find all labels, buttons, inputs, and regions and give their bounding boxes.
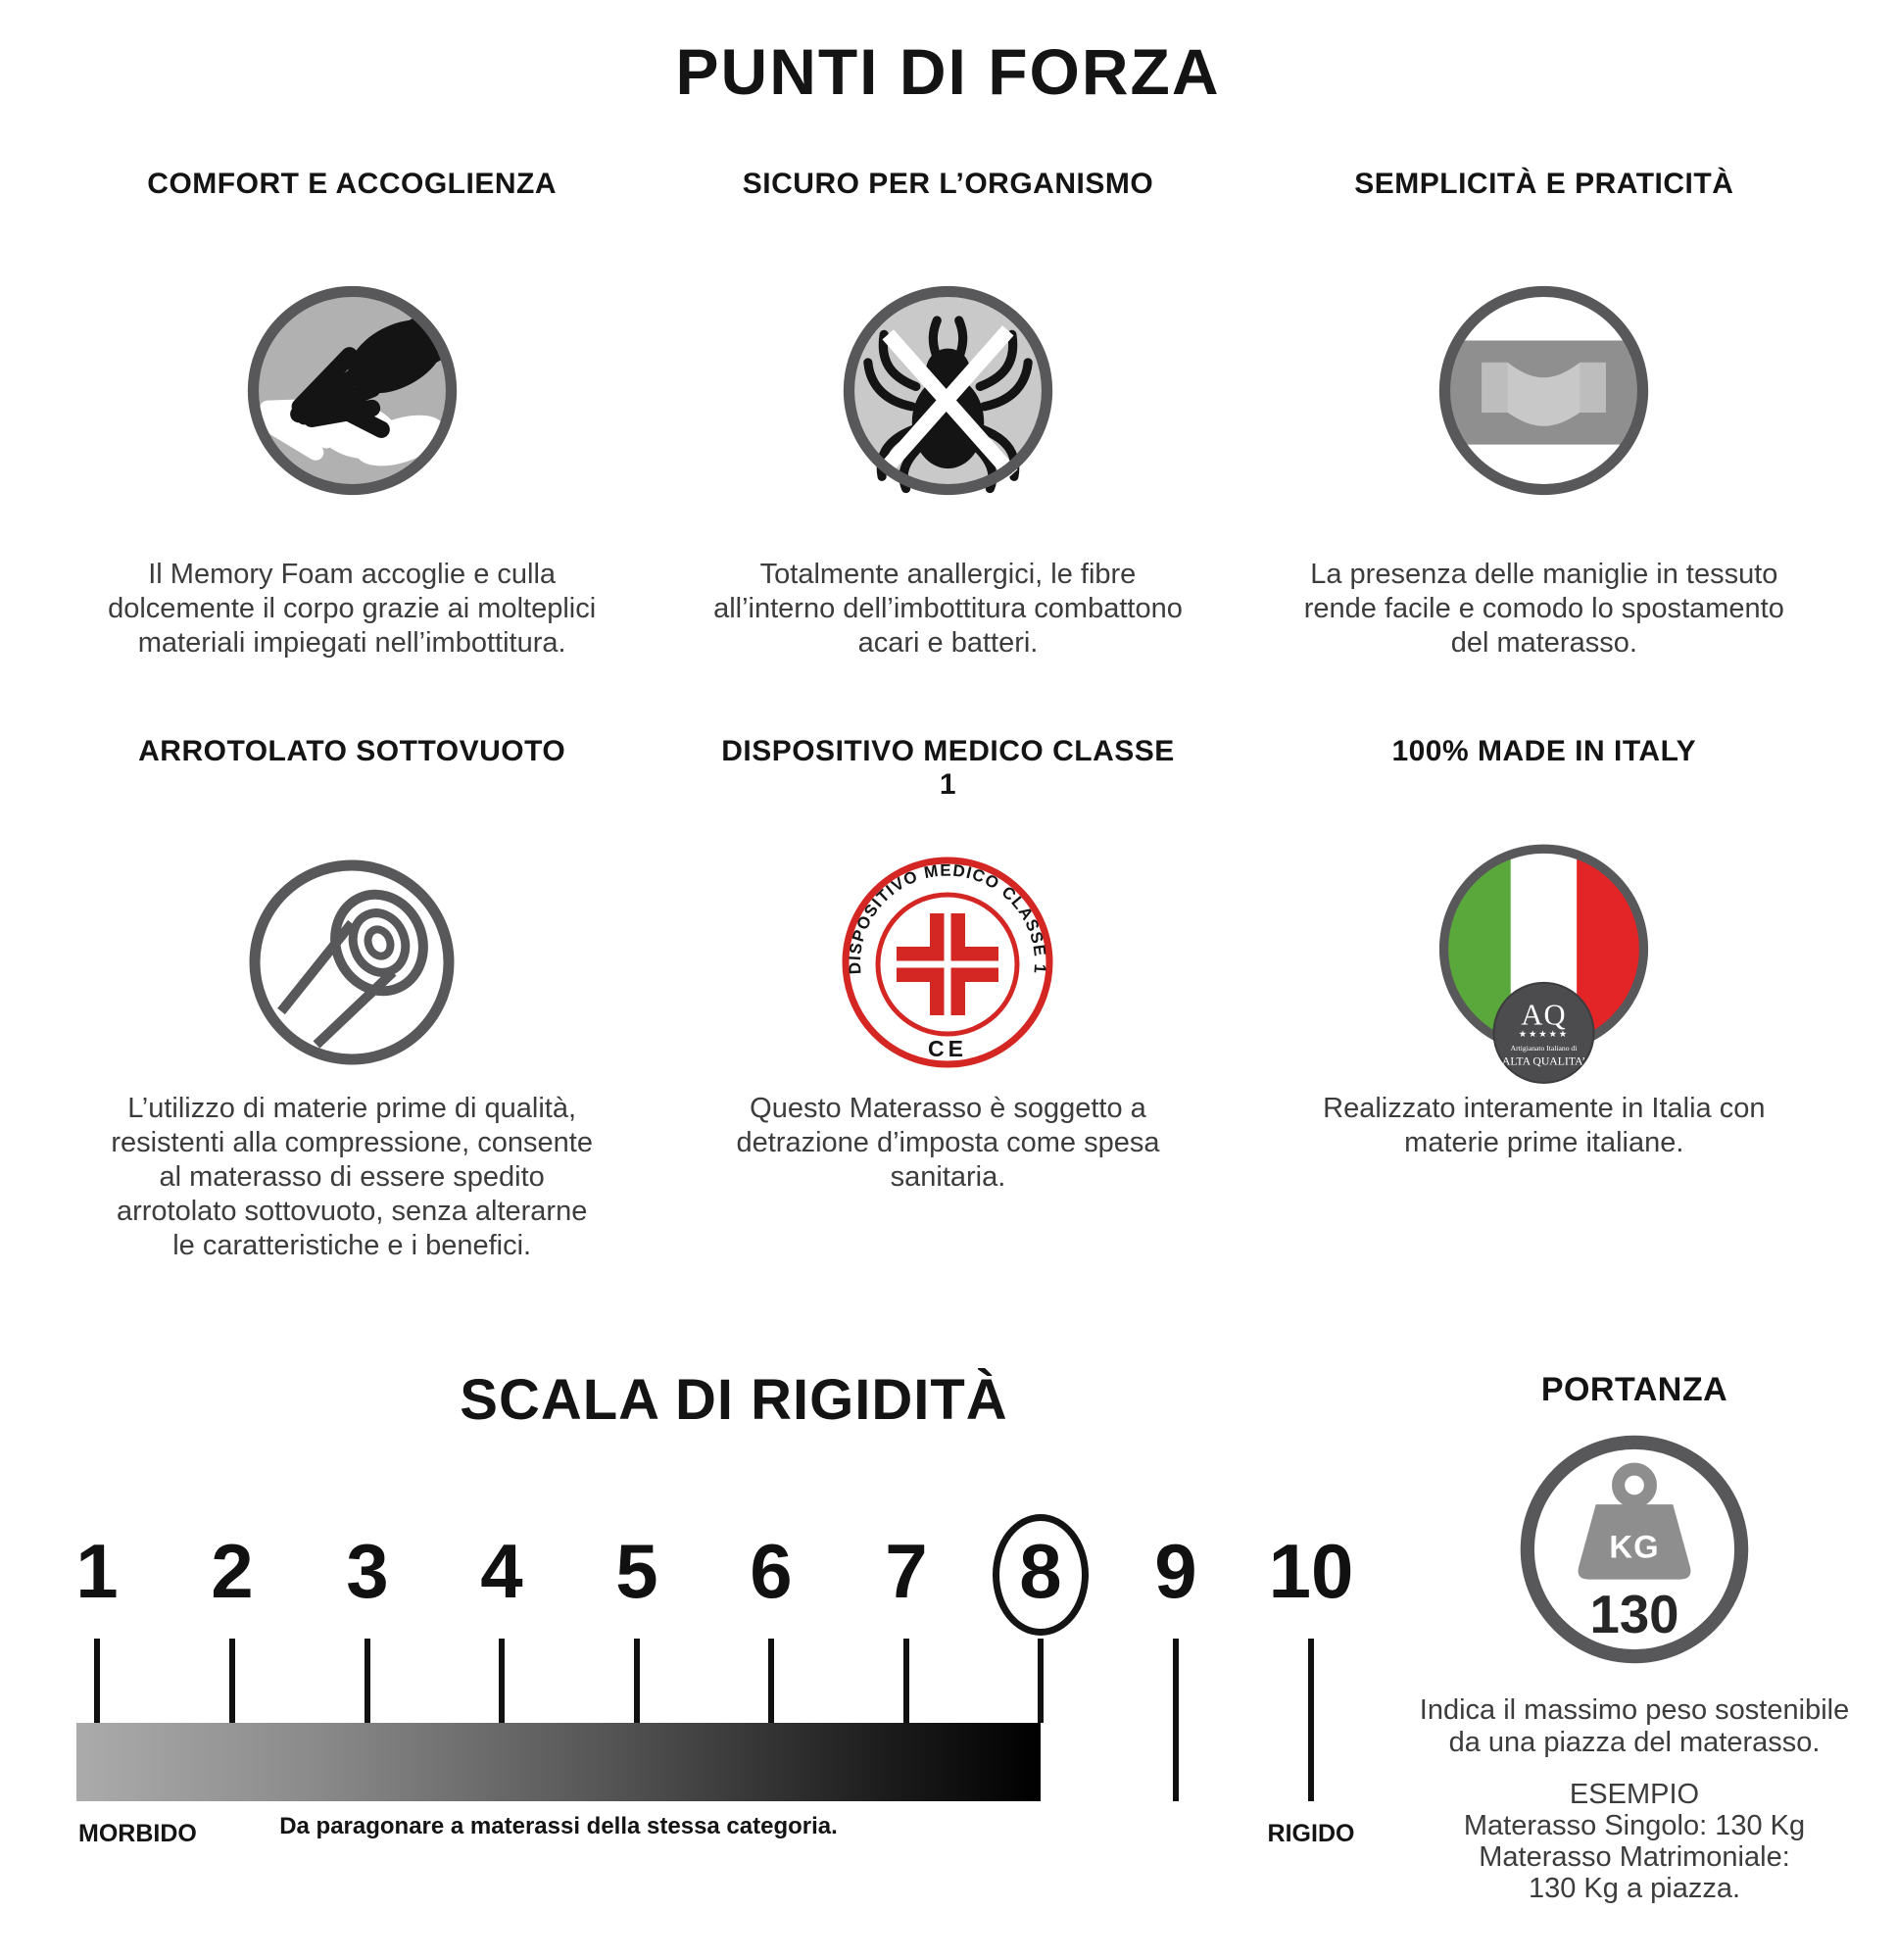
feature-description: Totalmente anallergici, le fibre all’interno dell’imbottitura combattono acari e batteri. (713, 559, 1183, 659)
feature-card-dispositivo-medico (650, 735, 1245, 1263)
feature-icon-box (54, 839, 650, 1086)
hands-comfort-icon (232, 270, 472, 511)
aq-stars: ★★★★★ (1519, 1028, 1570, 1040)
feature-description: La presenza delle maniglie in tessuto rende facile e comodo lo spostamento del materasso. (1303, 559, 1784, 659)
seal-curved-text: DISPOSITIVO MEDICO CLASSE 1 (846, 860, 1050, 975)
feature-card-made-in-italy (1246, 735, 1842, 1263)
kg-value: 130 (1589, 1585, 1679, 1645)
scale-number: 9 (1154, 1528, 1197, 1614)
scale-number: 2 (211, 1528, 254, 1614)
aq-line1: Artigianato Italiano di (1510, 1043, 1578, 1053)
feature-title: 100% MADE IN ITALY (1391, 735, 1697, 767)
feature-title: DISPOSITIVO MEDICO CLASSE 1 (721, 735, 1175, 801)
feature-icon-box (650, 839, 1245, 1086)
medical-device-seal-icon (830, 845, 1065, 1080)
feature-description: Il Memory Foam accoglie e culla dolcemente il corpo grazie ai molteplici materiali impiegati nell’imbottitura. (108, 559, 597, 659)
scale-tick (365, 1639, 370, 1723)
feature-title: SICURO PER L’ORGANISMO (742, 168, 1154, 200)
feature-title: COMFORT E ACCOGLIENZA (147, 168, 557, 200)
morbido-label: MORBIDO (78, 1820, 197, 1847)
aq-quality-badge (1494, 982, 1594, 1082)
scale-tick (1038, 1639, 1044, 1723)
italy-flag-icon (1424, 837, 1664, 1089)
feature-card-comfort (54, 168, 650, 661)
feature-title: ARROTOLATO SOTTOVUOTO (138, 735, 566, 767)
portanza-description: Indica il massimo peso sostenibile da una piazza del materasso. (1419, 1694, 1850, 1758)
scale-tick (94, 1639, 100, 1723)
feature-description: L’utilizzo di materie prime di qualità, resistenti alla compressione, consente al materasso di essere spedito arrotolato sottovuoto, senza alterarne le caratteristiche e i benefici. (111, 1093, 593, 1261)
mattress-handle-icon (1424, 270, 1664, 511)
rigidity-scale-title: SCALA DI RIGIDITÀ (460, 1368, 1008, 1432)
scale-number: 7 (885, 1528, 928, 1614)
aq-line2: ALTA QUALITA’ (1502, 1054, 1586, 1068)
feature-description: Realizzato interamente in Italia con materie prime italiane. (1323, 1093, 1766, 1158)
scale-number: 10 (1268, 1528, 1354, 1614)
feature-icon-box (54, 228, 650, 552)
no-dust-mites-icon (828, 270, 1068, 511)
example-line: 130 Kg a piazza. (1528, 1873, 1741, 1904)
portanza-section (1419, 1367, 1850, 1904)
scale-note: Da paragonare a materassi della stessa categoria. (279, 1813, 838, 1839)
feature-card-arrotolato (54, 735, 650, 1263)
vacuum-rolled-icon (234, 845, 469, 1080)
scale-number: 4 (480, 1528, 523, 1614)
weight-kg-icon (1506, 1421, 1763, 1678)
scale-tick (1173, 1639, 1179, 1801)
scale-number: 6 (750, 1528, 793, 1614)
example-line: Materasso Singolo: 130 Kg (1463, 1810, 1806, 1841)
kg-unit-label: KG (1609, 1528, 1660, 1565)
feature-card-maniglie (1246, 168, 1842, 661)
scale-number: 3 (346, 1528, 389, 1614)
feature-card-anallergico (650, 168, 1245, 661)
features-row-1 (0, 168, 1896, 661)
rigidity-gradient-bar (76, 1723, 1041, 1801)
feature-icon-box (1246, 228, 1842, 552)
rigido-label: RIGIDO (1267, 1820, 1355, 1847)
aq-monogram: AQ (1521, 998, 1567, 1032)
scale-tick (229, 1639, 235, 1723)
bottom-section (0, 1367, 1896, 1960)
features-row-2 (0, 735, 1896, 1263)
example-line: Materasso Matrimoniale: (1479, 1841, 1790, 1873)
scale-number: 1 (75, 1528, 119, 1614)
scale-number: 5 (615, 1528, 658, 1614)
scale-tick (768, 1639, 774, 1723)
page-title: PUNTI DI FORZA (675, 35, 1221, 108)
scale-tick (499, 1639, 505, 1723)
scale-tick (634, 1639, 640, 1723)
example-title: ESEMPIO (1569, 1779, 1700, 1810)
ce-mark: CE (928, 1036, 968, 1061)
scale-number: 8 (1019, 1528, 1062, 1614)
feature-title: SEMPLICITÀ E PRATICITÀ (1354, 168, 1734, 200)
feature-icon-box (650, 228, 1245, 552)
feature-description: Questo Materasso è soggetto a detrazione d’imposta come spesa sanitaria. (736, 1093, 1160, 1193)
feature-icon-box (1246, 839, 1842, 1086)
portanza-title: PORTANZA (1540, 1371, 1728, 1408)
scale-tick (903, 1639, 909, 1723)
scale-tick (1308, 1639, 1314, 1801)
portanza-example (1419, 1779, 1850, 1904)
rigidity-scale (75, 1367, 1355, 1960)
